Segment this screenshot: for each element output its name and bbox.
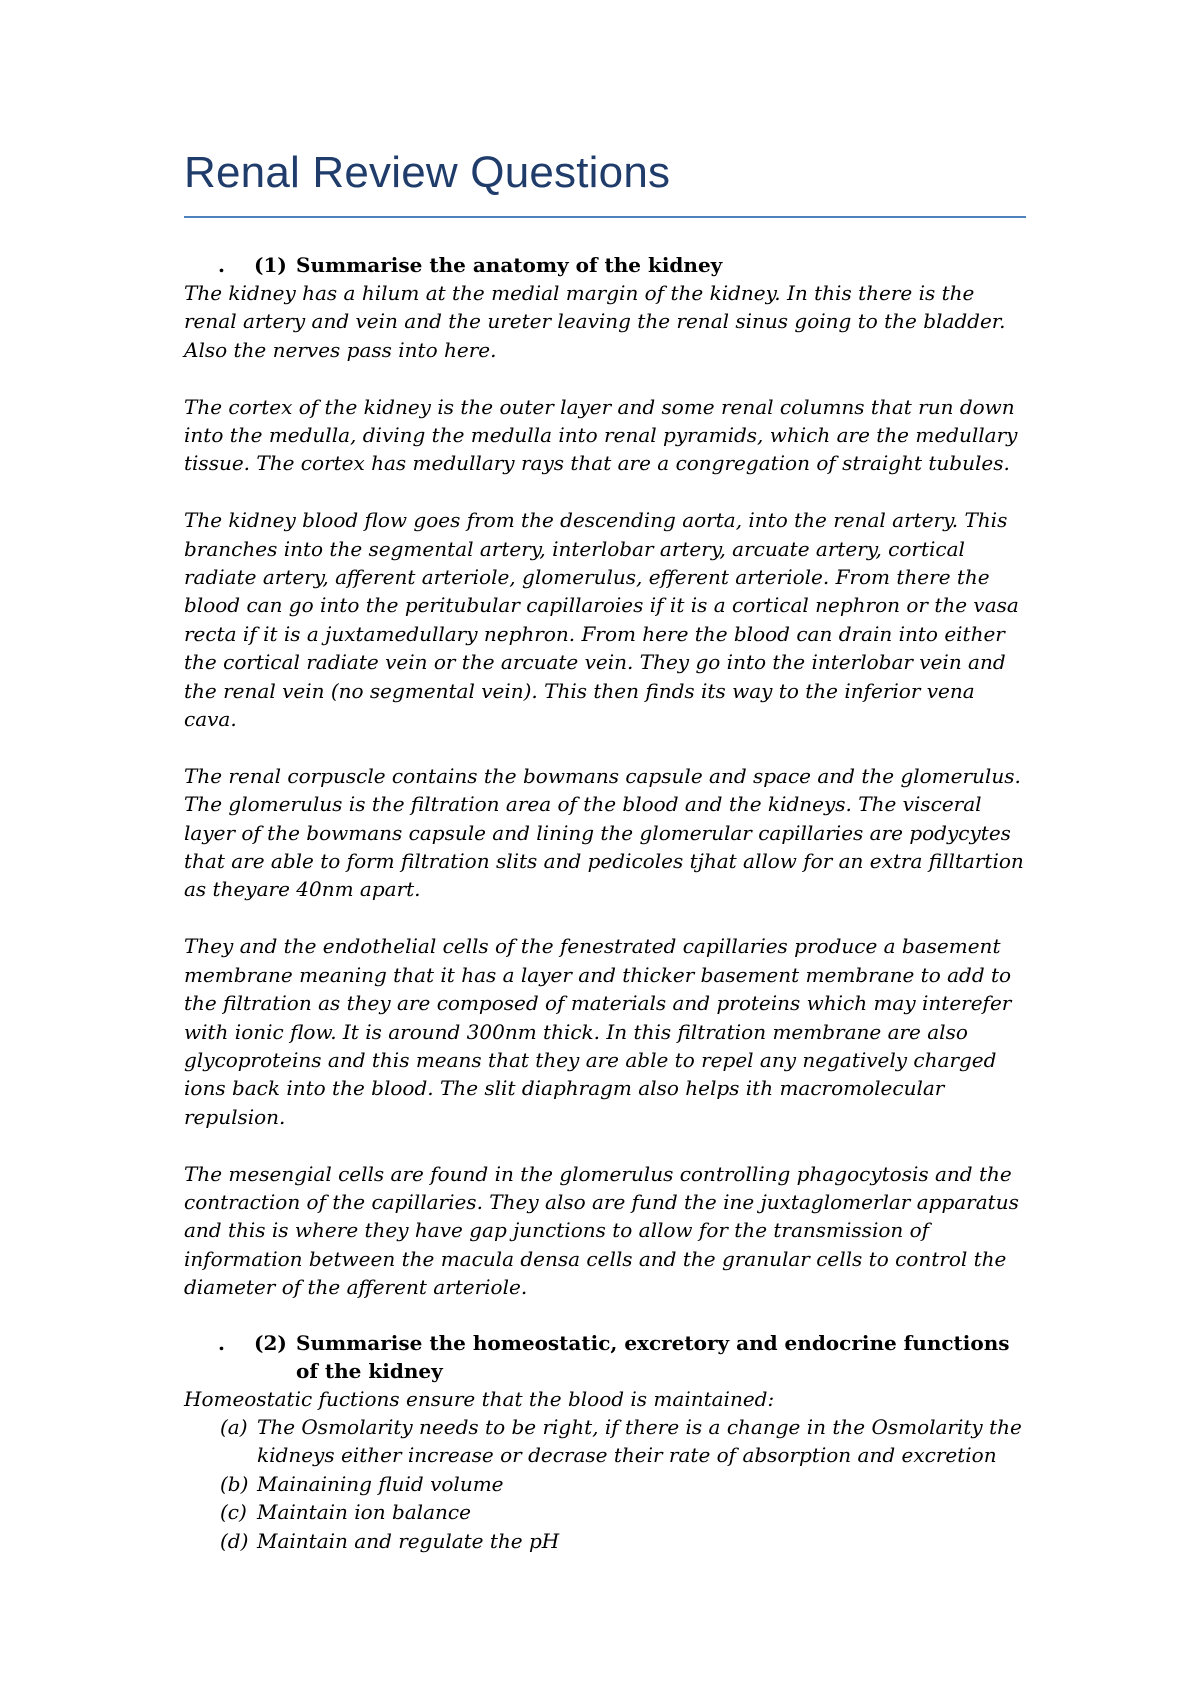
list-marker: (c): [220, 1500, 247, 1525]
list-item: [184, 1470, 1030, 1498]
list-marker: (d): [220, 1528, 249, 1553]
list-marker: (b): [220, 1471, 249, 1496]
question-heading-text: Summarise the homeostatic, excretory and endocrine functions of the kidney: [296, 1330, 1010, 1383]
function-list: [184, 1413, 1030, 1555]
question-heading-text: Summarise the anatomy of the kidney: [296, 253, 723, 277]
list-item: [184, 1498, 1030, 1526]
question-bullet: .: [218, 253, 225, 277]
question-heading: [184, 1329, 1030, 1385]
list-item: [184, 1527, 1030, 1555]
question-2: [184, 1329, 1030, 1555]
answer-paragraph: They and the endothelial cells of the fenestrated capillaries produce a basement membrane meaning that it has a layer and thicker basement membrane to add to the filtration as they are composed of materials and proteins which may interefer with ionic flow. It is around 300nm thick. In this filtration membrane are also glycoproteins and this means that they are able to repel any negatively charged ions back into the blood. The slit diaphragm also helps ith macromolecular repulsion.: [184, 934, 1012, 1129]
answer-paragraph: The kidney has a hilum at the medial margin of the kidney. In this there is the renal artery and vein and the ureter leaving the renal sinus going to the bladder. Also the nerves pass into here.: [184, 281, 1006, 362]
question-number: (1): [254, 253, 287, 277]
list-item-text: Maintain ion balance: [257, 1500, 471, 1525]
list-item-text: Maintain and regulate the pH: [257, 1528, 560, 1553]
question-1: [184, 251, 1030, 1302]
answer-paragraph: The kidney blood flow goes from the descending aorta, into the renal artery. This branches into the segmental artery, interlobar artery, arcuate artery, cortical radiate artery, afferent arteriole, glomerulus, efferent arteriole. From there the blood can go into the peritubular capillaroies if it is a cortical nephron or the vasa recta if it is a juxtamedullary nephron. From here the blood can drain into either the cortical radiate vein or the arcuate vein. They go into the interlobar vein and the renal vein (no segmental vein). This then finds its way to the inferior vena cava.: [184, 508, 1019, 732]
list-item: [184, 1413, 1030, 1470]
title-underline: [184, 216, 1026, 218]
list-marker: (a): [220, 1414, 248, 1439]
answer-paragraph: The mesengial cells are found in the glomerulus controlling phagocytosis and the contraction of the capillaries. They also are fund the ine juxtaglomerlar apparatus and this is where they have gap junctions to allow for the transmission of information between the macula densa cells and the granular cells to control the diameter of the afferent arteriole.: [184, 1161, 1019, 1300]
question-bullet: .: [218, 1330, 225, 1355]
answer-paragraph: The cortex of the kidney is the outer layer and some renal columns that run down into the medulla, diving the medulla into renal pyramids, which are the medullary tissue. The cortex has medullary rays that are a congregation of straight tubules.: [184, 394, 1018, 476]
answer-paragraph: The renal corpuscle contains the bowmans capsule and space and the glomerulus. The glomerulus is the filtration area of the blood and the kidneys. The visceral layer of the bowmans capsule and lining the glomerular capillaries are podycytes that are able to form filtration slits and pedicoles tjhat allow for an extra filltartion as theyare 40nm apart.: [184, 763, 1024, 902]
answer-intro: Homeostatic fuctions ensure that the blood is maintained:: [184, 1386, 775, 1411]
list-item-text: The Osmolarity needs to be right, if there is a change in the Osmolarity the kidneys either increase or decrase their rate of absorption and excretion: [257, 1414, 1022, 1468]
question-heading: [184, 251, 1030, 279]
document-title: Renal Review Questions: [184, 148, 671, 197]
question-number: (2): [254, 1330, 287, 1355]
document-body: [184, 251, 1030, 1555]
list-item-text: Mainaining fluid volume: [257, 1471, 504, 1496]
